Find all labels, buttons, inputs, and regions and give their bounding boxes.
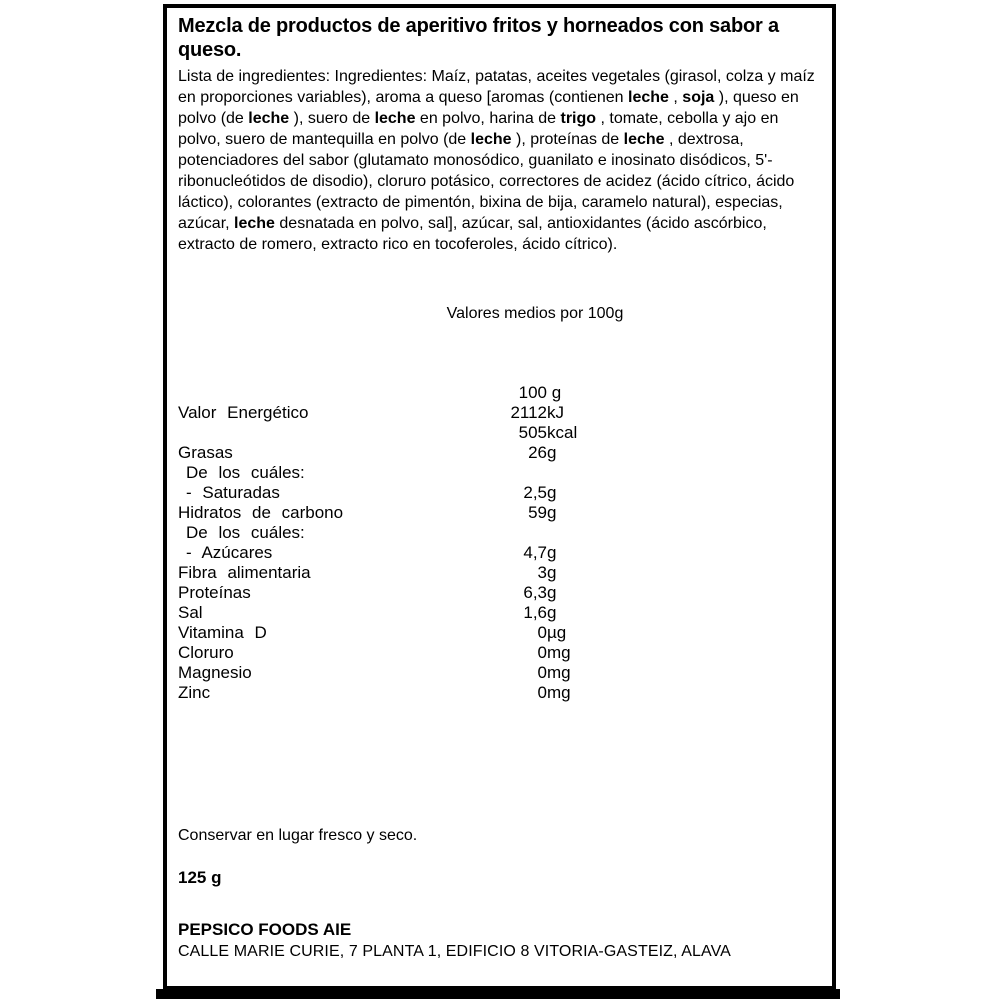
nutrient-label: Sal	[178, 603, 203, 622]
nutrient-label: Vitamina D	[178, 623, 267, 642]
nutrient-label: Proteínas	[178, 583, 251, 602]
nutrient-value: 0	[537, 623, 547, 642]
nutrient-label: - Saturadas	[186, 483, 280, 502]
nutrient-label: Zinc	[178, 683, 211, 702]
nutrient-unit: g	[547, 563, 557, 582]
nutrient-unit: g	[547, 383, 562, 402]
nutrition-table	[178, 383, 820, 703]
bottom-black-bar	[156, 989, 840, 999]
net-weight: 125 g	[178, 868, 222, 887]
nutrition-row	[178, 443, 820, 463]
nutrition-values-header: Valores medios por 100g	[446, 305, 624, 322]
manufacturer-name: PEPSICO FOODS AIE	[178, 920, 352, 939]
nutrient-label: De los cuáles:	[186, 463, 305, 482]
nutrient-label: Grasas	[178, 443, 233, 462]
nutrient-label: Fibra alimentaria	[178, 563, 311, 582]
nutrient-unit: mg	[547, 643, 571, 662]
nutrient-value: 2,5	[523, 483, 547, 502]
nutrient-unit: g	[547, 583, 557, 602]
nutrition-row	[178, 543, 820, 563]
nutrient-label: De los cuáles:	[186, 523, 305, 542]
nutrient-label: Cloruro	[178, 643, 234, 662]
nutrient-unit: µg	[547, 623, 567, 642]
nutrition-row	[178, 603, 820, 623]
nutrient-label: Valor Energético	[178, 403, 309, 422]
nutrition-row	[178, 483, 820, 503]
nutrient-label: - Azúcares	[186, 543, 273, 562]
product-label-sheet	[163, 4, 836, 990]
nutrient-value: 0	[537, 663, 547, 682]
nutrient-value: 100	[518, 383, 547, 402]
nutrition-row	[178, 683, 820, 703]
nutrient-value: 0	[537, 643, 547, 662]
nutrient-label: Hidratos de carbono	[178, 503, 344, 522]
nutrient-unit: g	[547, 503, 557, 522]
nutrient-value: 59	[528, 503, 547, 522]
label-content	[167, 8, 832, 963]
nutrient-value: 2112	[510, 403, 547, 422]
nutrition-row	[178, 523, 820, 543]
nutrient-unit: kJ	[547, 403, 564, 422]
nutrient-label: Magnesio	[178, 663, 252, 682]
nutrient-unit: g	[547, 543, 557, 562]
nutrient-value: 26	[528, 443, 547, 462]
nutrition-row	[178, 463, 820, 483]
nutrition-row	[178, 643, 820, 663]
nutrition-row	[178, 563, 820, 583]
nutrition-row	[178, 503, 820, 523]
manufacturer-address: CALLE MARIE CURIE, 7 PLANTA 1, EDIFICIO 8 VITORIA-GASTEIZ, ALAVA	[178, 943, 731, 960]
nutrient-unit: g	[547, 443, 557, 462]
nutrient-value: 1,6	[523, 603, 547, 622]
nutrition-row	[178, 423, 820, 443]
nutrient-unit: mg	[547, 663, 571, 682]
nutrition-row	[178, 623, 820, 643]
nutrient-value: 6,3	[523, 583, 547, 602]
product-title: Mezcla de productos de aperitivo fritos y horneados con sabor a queso.	[178, 15, 779, 61]
nutrient-unit: mg	[547, 683, 571, 702]
ingredients-paragraph: Lista de ingredientes: Ingredientes: Maíz, patatas, aceites vegetales (girasol, colza y maíz en proporciones variables), aroma a queso [aromas (contienen leche , soja ), queso en polvo (de leche ), suero de leche en polvo, harina de trigo , tomate, cebolla y ajo en polvo, suero de mantequilla en polvo (de leche ), proteínas de leche , dextrosa, potenciadores del sabor (glutamato monosódico, guanilato e inosinato disódicos, 5'-ribonucleótidos de disodio), cloruro potásico, correctores de acidez (ácido cítrico, ácido láctico), colorantes (extracto de pimentón, bixina de bija, caramelo natural), especias, azúcar, leche desnatada en polvo, sal], azúcar, sal, antioxidantes (ácido ascórbico, extracto de romero, extracto rico en tocoferoles, ácido cítrico).	[178, 68, 815, 253]
nutrient-unit: kcal	[547, 423, 578, 442]
nutrient-value: 0	[537, 683, 547, 702]
nutrient-value: 4,7	[523, 543, 547, 562]
nutrition-row	[178, 403, 820, 423]
nutrient-unit: g	[547, 603, 557, 622]
nutrient-unit: g	[547, 483, 557, 502]
storage-instructions: Conservar en lugar fresco y seco.	[178, 827, 418, 844]
nutrient-value: 505	[518, 423, 547, 442]
nutrition-row	[178, 583, 820, 603]
nutrition-row	[178, 383, 820, 403]
nutrition-row	[178, 663, 820, 683]
nutrient-value: 3	[537, 563, 547, 582]
